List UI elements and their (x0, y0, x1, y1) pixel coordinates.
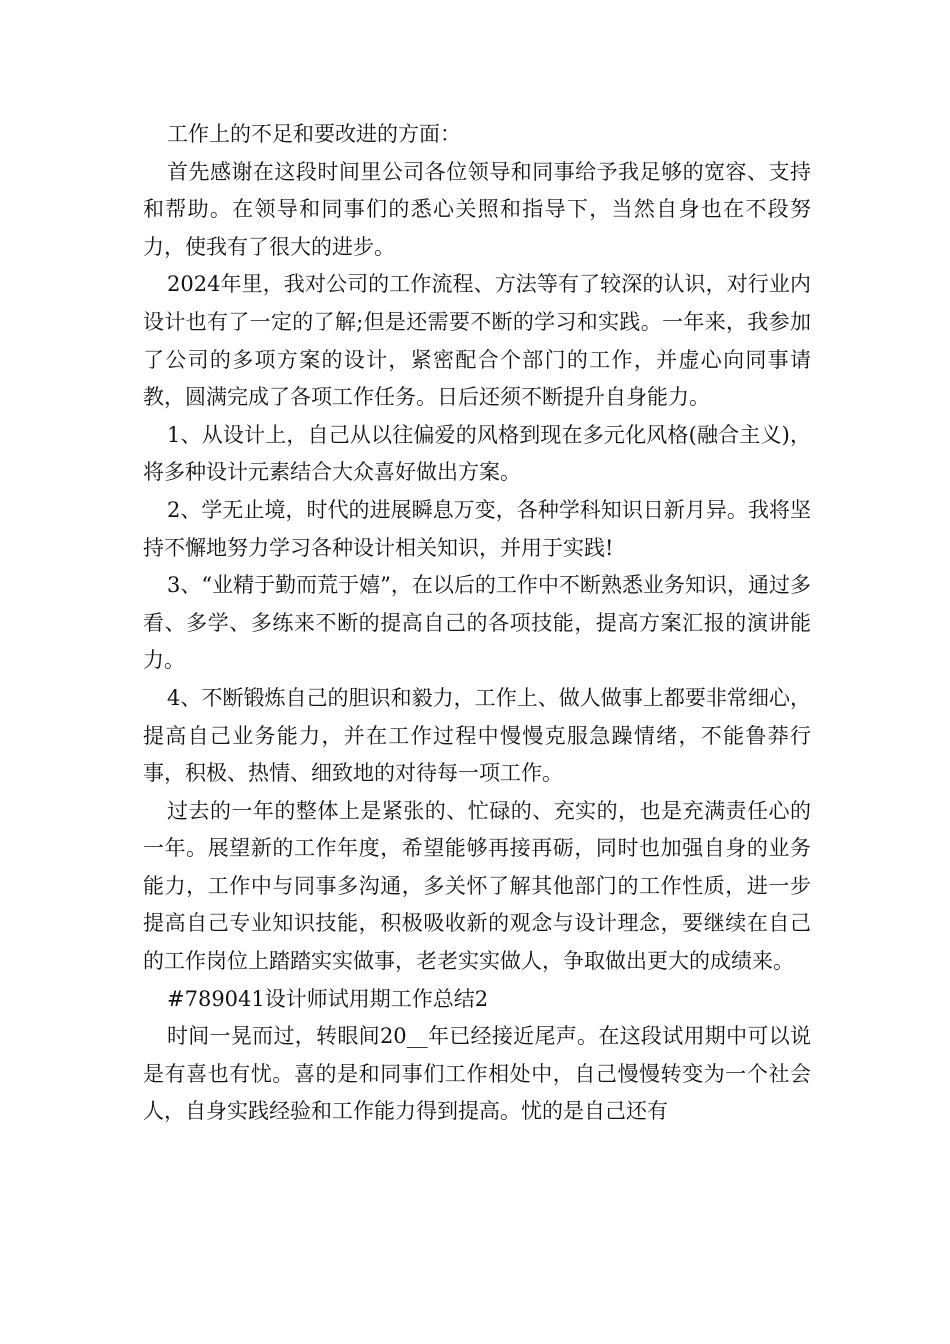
body-paragraph: 首先感谢在这段时间里公司各位领导和同事给予我足够的宽容、支持和帮助。在领导和同事们的悉心关照和指导下，当然自身也在不段努力，使我有了很大的进步。 (143, 159, 811, 259)
list-item: 1、从设计上，自己从以往偏爱的风格到现在多元化风格(融合主义)，将多种设计元素结合大众喜好做出方案。 (143, 422, 811, 485)
list-item: 3、“业精于勤而荒于嬉”，在以后的工作中不断熟悉业务知识，通过多看、多学、多练来不断的提高自己的各项技能，提高方案汇报的演讲能力。 (143, 573, 811, 673)
body-paragraph: 时间一晃而过，转眼间20__年已经接近尾声。在这段试用期中可以说是有喜也有忧。喜的是和同事们工作相处中，自己慢慢转变为一个社会人，自身实践经验和工作能力得到提高。忧的是自己还有 (143, 1024, 811, 1124)
document-page (143, 116, 811, 1131)
body-paragraph: 过去的一年的整体上是紧张的、忙碌的、充实的，也是充满责任心的一年。展望新的工作年度，希望能够再接再砺，同时也加强自身的业务能力，工作中与同事多沟通，多关怀了解其他部门的工作性质，进一步提高自己专业知识技能，积极吸收新的观念与设计理念，要继续在自己的工作岗位上踏踏实实做事，老老实实做人，争取做出更大的成绩来。 (143, 798, 811, 974)
list-item: 4、不断锻炼自己的胆识和毅力，工作上、做人做事上都要非常细心，提高自己业务能力，并在工作过程中慢慢克服急躁情绪，不能鲁莽行事，积极、热情、细致地的对待每一项工作。 (143, 685, 811, 786)
section-heading: 工作上的不足和要改进的方面： (167, 122, 461, 146)
body-paragraph: 2024年里，我对公司的工作流程、方法等有了较深的认识，对行业内设计也有了一定的了解;但是还需要不断的学习和实践。一年来，我参加了公司的多项方案的设计，紧密配合个部门的工作，并虚心向同事请教，圆满完成了各项工作任务。日后还须不断提升自身能力。 (143, 272, 811, 410)
section-title: #789041设计师试用期工作总结2 (167, 986, 489, 1011)
list-item: 2、学无止境，时代的进展瞬息万变，各种学科知识日新月异。我将坚持不懈地努力学习各种设计相关知识，并用于实践! (143, 497, 811, 560)
